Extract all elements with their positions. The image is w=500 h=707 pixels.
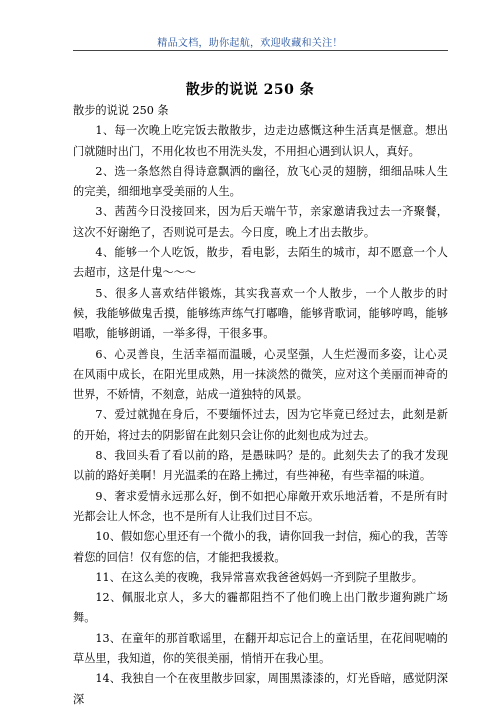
paragraph-12: 12、佩服北京人，多大的霾都阻挡不了他们晚上出门散步遛狗跳广场舞。 <box>73 591 448 625</box>
paragraph-7: 7、爱过就抛在身后，不要缅怀过去，因为它毕竟已经过去，此刻是新的开始，将过去的阴影留在此刻只会让你的此刻也成为过去。 <box>73 408 448 442</box>
document-subtitle: 散步的说说 250 条 <box>73 104 169 117</box>
document-body <box>73 101 448 707</box>
paragraph-13: 13、在童年的那首歌谣里，在翻开却忘记合上的童话里，在花间呢喃的草丛里，我知道，你的笑很美丽，悄悄开在我心里。 <box>73 631 448 666</box>
document-title: 散步的说说 250 条 <box>185 82 315 98</box>
paragraph-3: 3、茜茜今日没接回来，因为后天端午节，亲家邀请我过去一齐聚餐，这次不好谢绝了，否则说可是去。今日度，晚上才出去散步。 <box>73 205 448 239</box>
paragraph-5: 5、很多人喜欢结伴锻炼，其实我喜欢一个人散步，一个人散步的时候，我能够做鬼舌摸，能够练声练气打嘟噜，能够背歌词，能够哼鸣，能够唱歌，能够朗诵，一举多得，干很多事。 <box>73 286 448 341</box>
paragraph-9: 9、奢求爱情永远那么好，倒不如把心扉敞开欢乐地活着，不是所有时光都会让人怀念，也不是所有人让我们过目不忘。 <box>73 489 448 523</box>
paragraph-2: 2、选一条悠然自得诗意飘洒的幽径，放飞心灵的翅膀，细细品味人生的完美，细细地享受美丽的人生。 <box>73 164 448 199</box>
header-banner: 精品文档，助你起航，欢迎收藏和关注！ <box>157 38 343 49</box>
paragraph-10: 10、假如您心里还有一个微小的我，请你回我一封信，痴心的我，苦等着您的回信！仅有您的信，才能把我援救。 <box>73 530 448 564</box>
paragraph-4: 4、能够一个人吃饭，散步，看电影，去陌生的城市，却不愿意一个人去超市，这是什鬼～～～ <box>73 246 448 280</box>
header-divider <box>73 50 448 51</box>
paragraph-6: 6、心灵善良，生活幸福而温暖，心灵坚强，人生烂漫而多姿，让心灵在风雨中成长，在阳光里成熟，用一抹淡然的微笑，应对这个美丽而神奇的世界，不娇情，不刻意，站成一道独特的风景。 <box>73 347 448 402</box>
paragraph-1: 1、每一次晚上吃完饭去散散步，边走边感慨这种生活真是惬意。想出门就随时出门，不用化妆也不用洗头发，不用担心遇到认识人，真好。 <box>73 124 448 158</box>
paragraph-8: 8、我回头看了看以前的路，是愚昧吗？是的。此刻失去了的我才发现以前的路好美啊！月光温柔的在路上拂过，有些神秘，有些幸福的味道。 <box>73 449 448 483</box>
paragraph-14: 14、我独自一个在夜里散步回家，周围黑漆漆的，灯光昏暗，感觉阴深深 <box>73 672 448 706</box>
paragraph-11: 11、在这么美的夜晚，我异常喜欢我爸爸妈妈一齐到院子里散步。 <box>95 570 423 584</box>
